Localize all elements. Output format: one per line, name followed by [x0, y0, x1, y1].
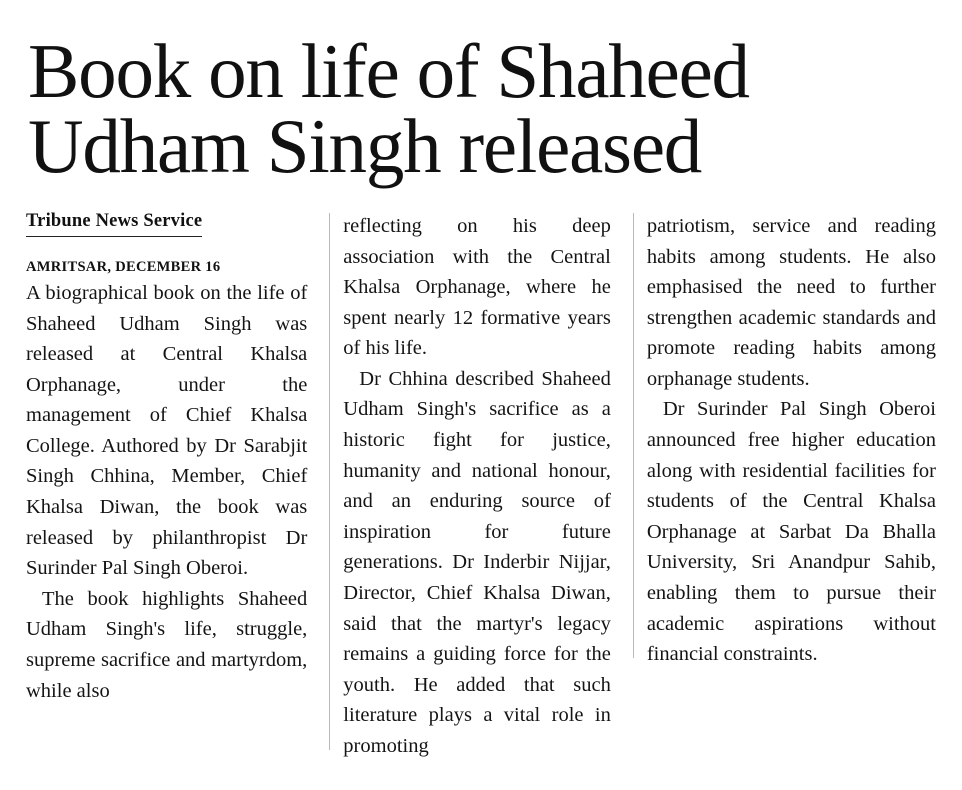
page-title	[28, 28, 908, 190]
article-column-3	[633, 211, 936, 670]
article-column-1	[26, 211, 329, 706]
headline-line-2: Udham Singh released	[28, 103, 702, 190]
paragraph: reflecting on his deep association with the Central Khalsa Orphanage, where he spent nearly 12 formative years of his life.	[343, 214, 611, 360]
article-columns	[26, 211, 936, 762]
dateline: AMRITSAR, DECEMBER 16	[26, 258, 221, 275]
paragraph: The book highlights Shaheed Udham Singh's life, struggle, supreme sacrifice and martyrdom, while also	[26, 587, 308, 702]
paragraph: patriotism, service and reading habits among students. He also emphasised the need to further strengthen academic standards and promote reading habits among orphanage students.	[646, 214, 936, 390]
article-column-2	[329, 211, 633, 762]
headline-line-1: Book on life of Shaheed	[28, 28, 749, 114]
paragraph: Dr Chhina described Shaheed Udham Singh's sacrifice as a historic fight for justice, humanity and national honour, and an enduring source of inspiration for future generations. Dr Inderbir Nijjar, Director, Chief Khalsa Diwan, said that the martyr's legacy remains a guiding force for the youth. He added that such literature plays a vital role in promoting	[343, 367, 611, 757]
paragraph: A biographical book on the life of Shaheed Udham Singh was released at Central Khalsa Orphanage, under the management of Chief Khalsa College. Authored by Dr Sarabjit Singh Chhina, Member, Chief Khalsa Diwan, the book was released by philanthropist Dr Surinder Pal Singh Oberoi.	[26, 281, 308, 580]
paragraph: Dr Surinder Pal Singh Oberoi announced free higher education along with residential facilities for students of the Central Khalsa Orphanage at Sarbat Da Bhalla University, Sri Anandpur Sahib, enabling them to pursue their academic aspirations without financial constraints.	[646, 398, 936, 666]
byline: Tribune News Service	[26, 211, 202, 237]
